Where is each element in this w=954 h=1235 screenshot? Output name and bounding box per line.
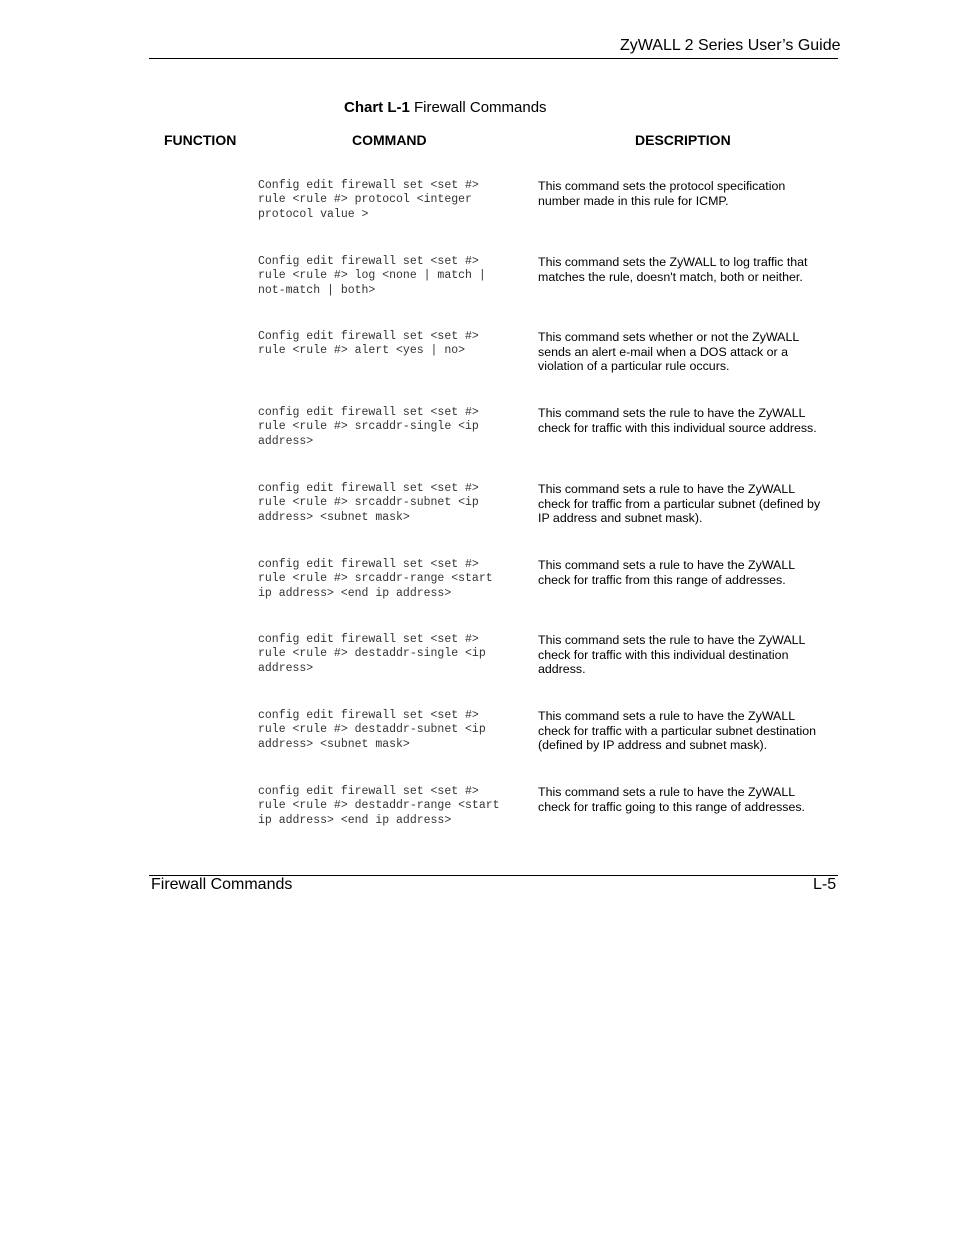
column-header-command: COMMAND (352, 132, 427, 148)
chart-name: Firewall Commands (414, 99, 547, 116)
column-header-description: DESCRIPTION (635, 132, 731, 148)
command-text: config edit firewall set <set #> rule <rule #> destaddr-subnet <ip address> <subnet mask> (258, 709, 486, 751)
description-text: This command sets a rule to have the ZyWALL check for traffic with a particular subnet destination (defined by IP address and subnet mask). (538, 709, 817, 752)
command-text: Config edit firewall set <set #> rule <rule #> protocol <integer protocol value > (258, 179, 479, 221)
description-text: This command sets the rule to have the ZyWALL check for traffic with this individual destination address. (538, 633, 805, 676)
description-text: This command sets a rule to have the ZyWALL check for traffic going to this range of addresses. (538, 785, 806, 814)
command-text: config edit firewall set <set #> rule <rule #> srcaddr-range <start ip address> <end ip address> (258, 558, 493, 600)
running-header-title: ZyWALL 2 Series User’s Guide (620, 37, 841, 54)
command-text: Config edit firewall set <set #> rule <rule #> log <none | match | not-match | both> (258, 255, 486, 297)
footer-section-title: Firewall Commands (151, 876, 293, 893)
page-number: L-5 (813, 876, 837, 893)
description-text: This command sets the protocol specification number made in this rule for ICMP. (538, 179, 786, 208)
description-text: This command sets whether or not the ZyWALL sends an alert e-mail when a DOS attack or a violation of a particular rule occurs. (538, 330, 799, 373)
description-text: This command sets a rule to have the ZyWALL check for traffic from this range of addresses. (538, 558, 795, 587)
command-text: config edit firewall set <set #> rule <rule #> destaddr-range <start ip address> <end ip address> (258, 785, 500, 827)
header-divider (149, 58, 838, 59)
description-text: This command sets the ZyWALL to log traffic that matches the rule, doesn't match, both or neither. (538, 255, 808, 284)
description-text: This command sets the rule to have the ZyWALL check for traffic with this individual source address. (538, 406, 817, 435)
command-text: config edit firewall set <set #> rule <rule #> srcaddr-single <ip address> (258, 406, 479, 448)
command-text: config edit firewall set <set #> rule <rule #> srcaddr-subnet <ip address> <subnet mask> (258, 482, 479, 524)
command-text: config edit firewall set <set #> rule <rule #> destaddr-single <ip address> (258, 633, 486, 675)
command-text: Config edit firewall set <set #> rule <rule #> alert <yes | no> (258, 330, 479, 358)
description-text: This command sets a rule to have the ZyWALL check for traffic from a particular subnet (defined by IP address and subnet mask). (538, 482, 821, 525)
chart-title (344, 99, 547, 116)
chart-label: Chart L-1 (344, 99, 410, 116)
column-header-function: FUNCTION (164, 132, 237, 148)
